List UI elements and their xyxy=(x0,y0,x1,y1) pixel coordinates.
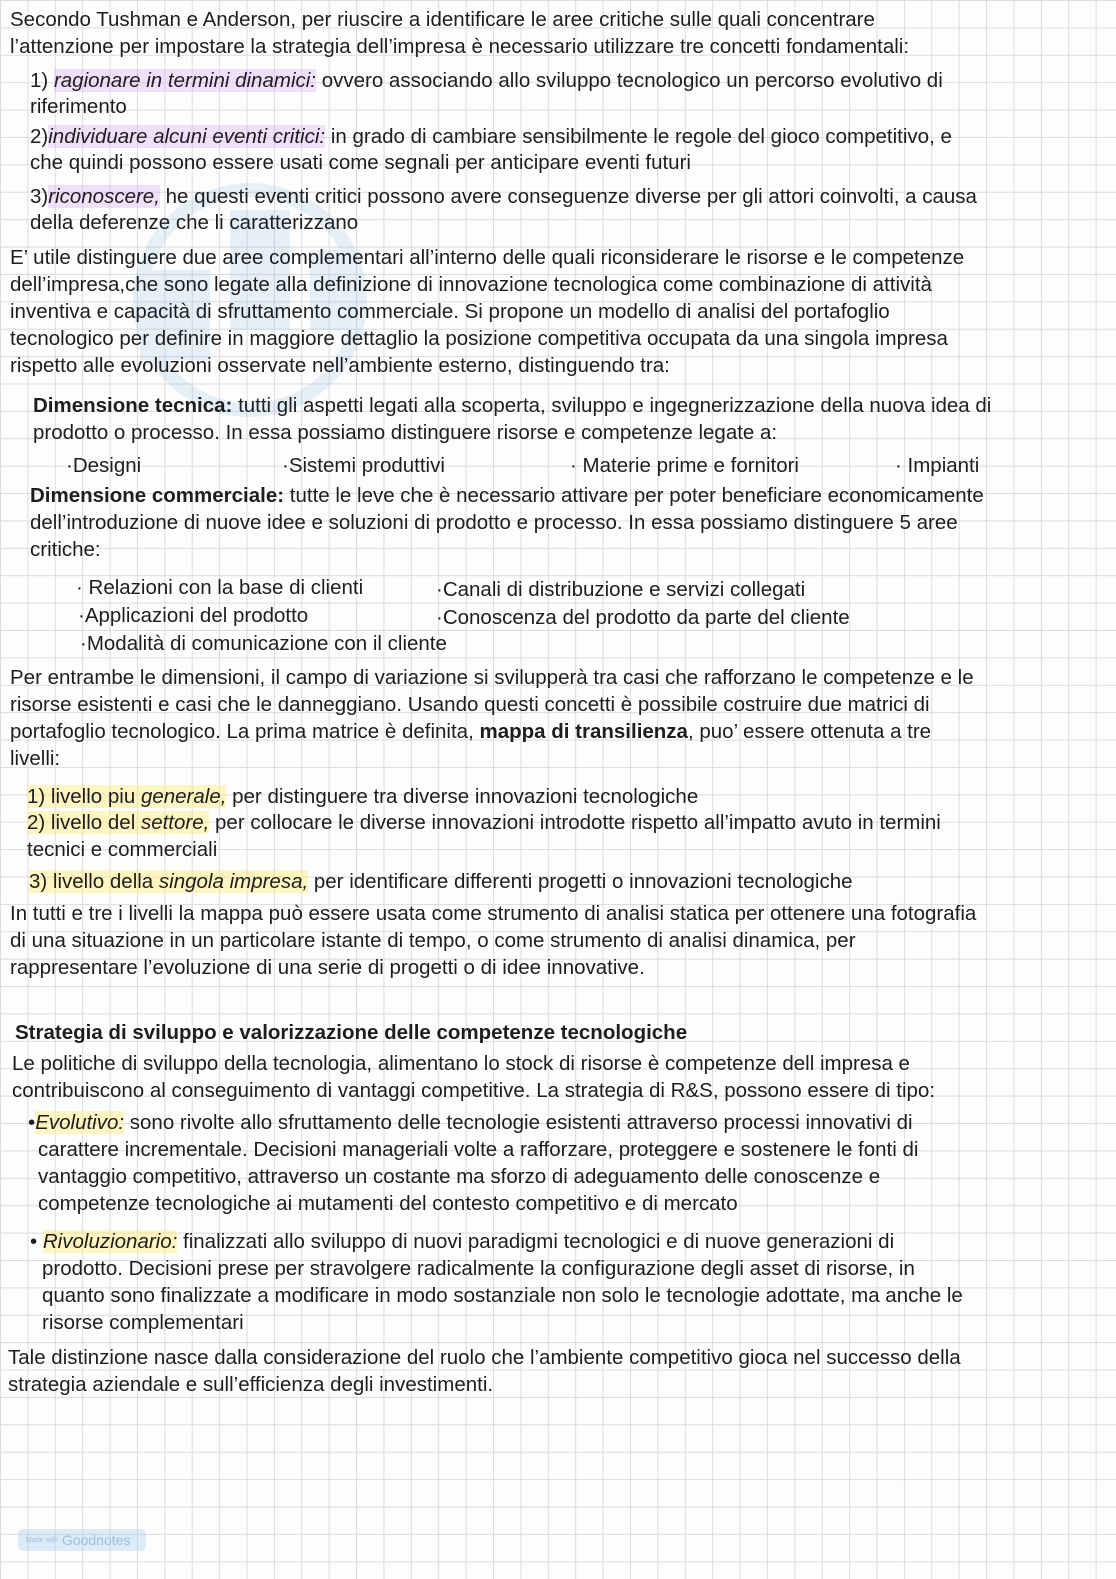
concept-3-line-2: della deferenze che li caratterizzano xyxy=(30,211,359,234)
goodnotes-badge xyxy=(18,1529,146,1551)
dim-commerciale-item-2: ·Canali di distribuzione e servizi collegati xyxy=(436,578,806,601)
concept-1-number: 1) xyxy=(30,69,49,92)
section-title: Strategia di sviluppo e valorizzazione delle competenze tecnologiche xyxy=(15,1021,688,1044)
dim-tecnica-title: Dimensione tecnica: xyxy=(33,394,233,417)
level-1-term: generale, xyxy=(140,785,227,808)
closing-line-1: Tale distinzione nasce dalla considerazione del ruolo che l’ambiente competitivo gioca nel successo della xyxy=(8,1346,961,1369)
concept-1-line-2: riferimento xyxy=(30,95,127,118)
areas-line-1: E’ utile distinguere due aree complementari all’interno delle quali riconsiderare le risorse e le competenze xyxy=(10,246,965,269)
evolutivo-term: Evolutivo: xyxy=(35,1111,125,1134)
dim-tecnica-line-2: prodotto o processo. In essa possiamo distinguere risorse e competenze legate a: xyxy=(33,421,778,444)
matrix-line-1: Per entrambe le dimensioni, il campo di variazione si svilupperà tra casi che rafforzano le competenze e le xyxy=(10,666,974,689)
concept-2-number: 2) xyxy=(30,125,49,148)
concept-3-number: 3) xyxy=(30,185,49,208)
level-2-term: settore, xyxy=(140,811,210,834)
dim-commerciale-line-3: critiche: xyxy=(30,538,101,561)
concept-3-text: he questi eventi critici possono avere conseguenze diverse per gli attori coinvolti, a causa xyxy=(159,185,977,208)
dim-tecnica-line-1 xyxy=(33,396,991,417)
dim-commerciale-item-3: ·Applicazioni del prodotto xyxy=(78,604,309,627)
dim-tecnica-item-4: · Impianti xyxy=(895,454,980,477)
map-line-2: di una situazione in un particolare istante di tempo, o come strumento di analisi dinamica, per xyxy=(10,929,856,952)
level-3-term: singola impresa, xyxy=(158,870,309,893)
areas-line-5: rispetto alle evoluzioni osservate nell’ambiente esterno, distinguendo tra: xyxy=(10,354,670,377)
dim-commerciale-line-1 xyxy=(30,486,984,507)
areas-line-3: inventiva e capacità di sfruttamento commerciale. Si propone un modello di analisi del portafoglio xyxy=(10,300,890,323)
evolutivo-line-1 xyxy=(28,1113,913,1134)
intro-line-1: Secondo Tushman e Anderson, per riuscire a identificare le aree critiche sulle quali concentrare xyxy=(10,8,875,31)
matrix-line-2: risorse esistenti e casi che le danneggiano. Usando questi concetti è possibile costruire due matrici di xyxy=(10,693,930,716)
rivoluzionario-line-1 xyxy=(30,1232,894,1253)
level-1-text: per distinguere tra diverse innovazioni tecnologiche xyxy=(226,785,699,808)
bullet: • xyxy=(30,1230,43,1253)
level-3-text: per identificare differenti progetti o innovazioni tecnologiche xyxy=(308,870,853,893)
level-3-pre: 3) livello della xyxy=(29,870,159,893)
section-line-1: Le politiche di sviluppo della tecnologia, alimentano lo stock di risorse è competenze dell impresa e xyxy=(12,1052,910,1075)
level-2-line-2: tecnici e commerciali xyxy=(27,838,218,861)
concept-1-line-1 xyxy=(30,71,943,92)
level-1-pre: 1) livello piu xyxy=(27,785,141,808)
section-line-2: contribuiscono al conseguimento di vantaggi competitive. La strategia di R&S, possono essere di tipo: xyxy=(12,1079,936,1102)
map-line-3: rappresentare l’evoluzione di una serie di progetti o di idee innovative. xyxy=(10,956,645,979)
areas-line-2: dell’impresa,che sono legate alla definizione di innovazione tecnologica come combinazione di attività xyxy=(10,273,932,296)
goodnotes-brand: Goodnotes xyxy=(61,1532,131,1548)
concept-3-term: riconoscere, xyxy=(48,185,160,208)
dim-tecnica-item-3: · Materie prime e fornitori xyxy=(570,454,799,477)
level-2-text: per collocare le diverse innovazioni introdotte rispetto all’impatto avuto in termini xyxy=(209,811,941,834)
matrix-line-3-post: , puo’ essere ottenuta a tre xyxy=(687,720,932,743)
rivoluzionario-line-4: risorse complementari xyxy=(42,1311,244,1334)
areas-line-4: tecnologico per definire in maggiore dettaglio la posizione competitiva occupata da una singola impresa xyxy=(10,327,948,350)
mappa-di-transilienza: mappa di transilienza xyxy=(479,720,688,743)
concept-2-line-1 xyxy=(30,127,952,148)
dim-commerciale-title: Dimensione commerciale: xyxy=(30,484,285,507)
matrix-line-3-pre: portafoglio tecnologico. La prima matrice è definita, xyxy=(10,720,480,743)
concept-1-text: ovvero associando allo sviluppo tecnologico un percorso evolutivo di xyxy=(316,69,943,92)
matrix-line-4: livelli: xyxy=(10,747,61,770)
level-2-pre: 2) livello del xyxy=(27,811,141,834)
rivoluzionario-text: finalizzati allo sviluppo di nuovi paradigmi tecnologici e di nuove generazioni di xyxy=(177,1230,895,1253)
concept-2-term: individuare alcuni eventi critici: xyxy=(48,125,326,148)
matrix-line-3 xyxy=(10,722,931,743)
dim-commerciale-item-5: ·Modalità di comunicazione con il cliente xyxy=(80,632,447,655)
concept-1-term: ragionare in termini dinamici: xyxy=(53,69,316,92)
closing-line-2: strategia aziendale e sull’efficienza degli investimenti. xyxy=(8,1373,494,1396)
dim-tecnica-text: tutti gli aspetti legati alla scoperta, sviluppo e ingegnerizzazione della nuova idea di xyxy=(232,394,992,417)
dim-tecnica-item-2: ·Sistemi produttivi xyxy=(282,454,445,477)
dim-commerciale-item-4: ·Conoscenza del prodotto da parte del cliente xyxy=(436,606,850,629)
concept-3-line-1 xyxy=(30,187,977,208)
rivoluzionario-term: Rivoluzionario: xyxy=(42,1230,178,1253)
dim-commerciale-item-1: · Relazioni con la base di clienti xyxy=(76,576,364,599)
level-2 xyxy=(27,813,941,834)
level-1 xyxy=(27,787,698,808)
concept-2-line-2: che quindi possono essere usati come segnali per anticipare eventi futuri xyxy=(30,151,691,174)
rivoluzionario-line-2: prodotto. Decisioni prese per stravolgere radicalmente la configurazione degli asset di risorse, in xyxy=(42,1257,915,1280)
dim-commerciale-text: tutte le leve che è necessario attivare per poter beneficiare economicamente xyxy=(284,484,984,507)
evolutivo-text: sono rivolte allo sfruttamento delle tecnologie esistenti attraverso processi innovativi di xyxy=(124,1111,913,1134)
level-3 xyxy=(29,872,853,893)
intro-line-2: l’attenzione per impostare la strategia dell’impresa è necessario utilizzare tre concetti fondamentali: xyxy=(10,35,910,58)
evolutivo-line-2: carattere incrementale. Decisioni manageriali volte a rafforzare, proteggere e sostenere le fonti di xyxy=(38,1138,919,1161)
rivoluzionario-line-3: quanto sono finalizzate a modificare in modo sostanziale non solo le tecnologie adottate, ma anche le xyxy=(42,1284,963,1307)
made-with-label: Made with xyxy=(26,1537,58,1545)
evolutivo-line-3: vantaggio competitivo, attraverso un costante ma sforzo di adeguamento delle conoscenze e xyxy=(38,1165,881,1188)
dim-commerciale-line-2: dell’introduzione di nuove idee e soluzioni di prodotto e processo. In essa possiamo distinguere 5 aree xyxy=(30,511,958,534)
bullet: • xyxy=(28,1111,36,1134)
concept-2-text: in grado di cambiare sensibilmente le regole del gioco competitivo, e xyxy=(325,125,952,148)
dim-tecnica-item-1: ·Designi xyxy=(66,454,142,477)
evolutivo-line-4: competenze tecnologiche ai mutamenti del contesto competitivo e di mercato xyxy=(38,1192,738,1215)
map-line-1: In tutti e tre i livelli la mappa può essere usata come strumento di analisi statica per ottenere una fotografia xyxy=(10,902,977,925)
